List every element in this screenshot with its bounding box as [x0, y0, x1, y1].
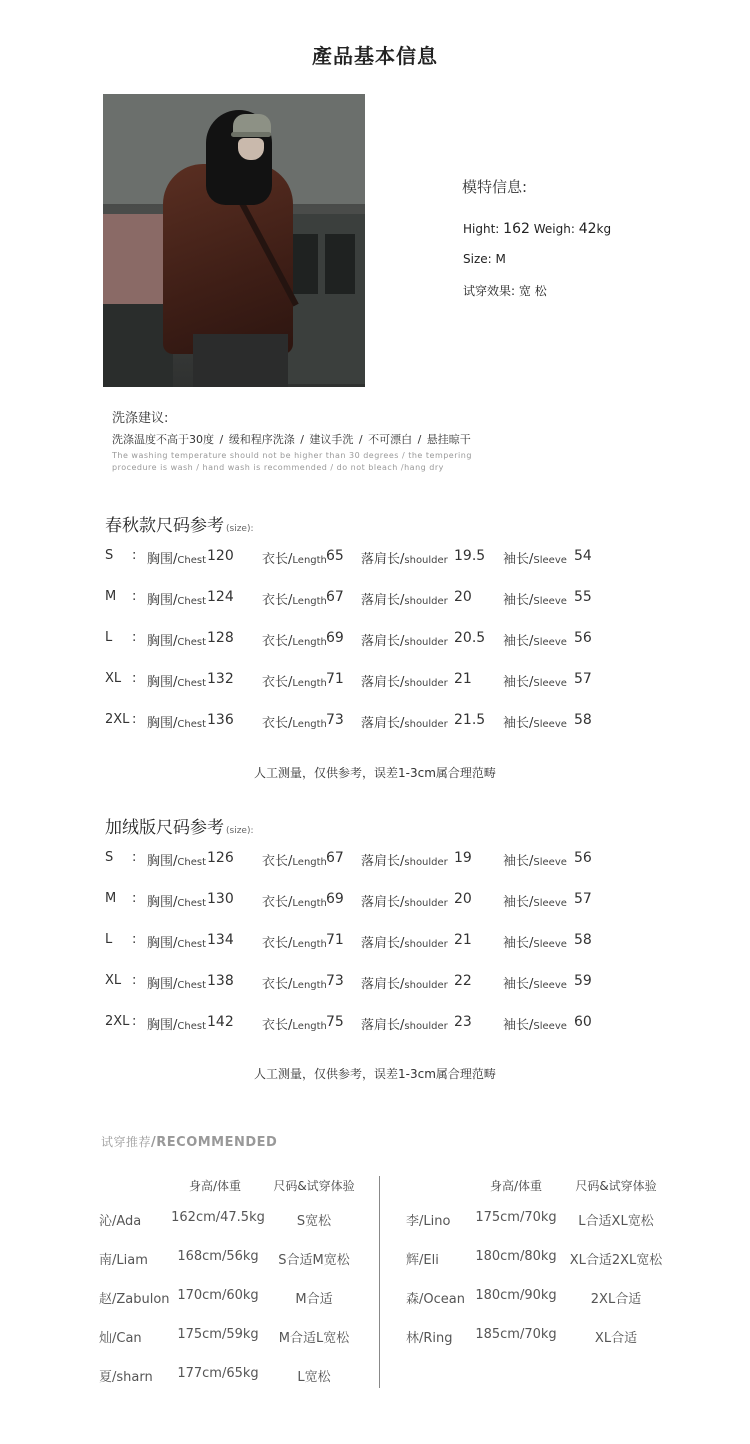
- rec-height-weight: 180cm/90kg: [475, 1288, 557, 1303]
- length-value: 73: [326, 973, 344, 989]
- sleeve-value: 60: [574, 1014, 592, 1030]
- rec-height-weight: 180cm/80kg: [475, 1249, 557, 1264]
- rec-name: 沁/Ada: [99, 1214, 142, 1229]
- shoulder-label-en: shoulder: [404, 980, 448, 991]
- recommended-title: [101, 1133, 277, 1150]
- chest-label-en: Chest: [177, 596, 206, 607]
- chest-label: [147, 630, 206, 649]
- sleeve-label-en: Sleeve: [533, 939, 567, 950]
- length-label: [262, 589, 327, 608]
- sleeve-label-cn: 袖长/: [503, 977, 534, 992]
- shoulder-value: 19.5: [454, 548, 486, 564]
- sleeve-label: [503, 548, 567, 567]
- chest-label-en: Chest: [177, 898, 206, 909]
- size-table-1-title-text: 春秋款尺码参考: [105, 516, 224, 536]
- chest-label-en: Chest: [177, 939, 206, 950]
- table1-row: [0, 589, 750, 613]
- sleeve-label: [503, 850, 567, 869]
- rec-name: 林/Ring: [406, 1331, 453, 1346]
- size-table-2-title-text: 加绒版尺码参考: [105, 818, 224, 838]
- shoulder-label-cn: 落肩长/: [361, 895, 405, 910]
- rec-name: 辉/Eli: [406, 1253, 439, 1268]
- length-label-cn: 衣长/: [262, 716, 293, 731]
- length-label: [262, 1014, 327, 1033]
- chest-label-cn: 胸围/: [147, 1018, 178, 1033]
- sleeve-label-en: Sleeve: [533, 857, 567, 868]
- size-label: Size:: [463, 252, 492, 266]
- hight-value: 162: [503, 221, 530, 237]
- chest-label-en: Chest: [177, 980, 206, 991]
- shoulder-label: [361, 589, 448, 608]
- size-name: M: [105, 589, 117, 604]
- shoulder-value: 20: [454, 891, 472, 907]
- shoulder-label-en: shoulder: [404, 555, 448, 566]
- chest-label-cn: 胸围/: [147, 895, 178, 910]
- sleeve-label-cn: 袖长/: [503, 634, 534, 649]
- chest-label-cn: 胸围/: [147, 936, 178, 951]
- chest-label-en: Chest: [177, 1021, 206, 1032]
- length-value: 67: [326, 850, 344, 866]
- table2-row: [0, 973, 750, 997]
- length-label-cn: 衣长/: [262, 854, 293, 869]
- length-label: [262, 973, 327, 992]
- shoulder-label-cn: 落肩长/: [361, 1018, 405, 1033]
- shoulder-value: 21: [454, 932, 472, 948]
- size-colon: :: [132, 548, 137, 563]
- rec-height-weight: 162cm/47.5kg: [171, 1210, 265, 1225]
- chest-value: 120: [207, 548, 234, 564]
- size-table-1-title: [105, 511, 254, 536]
- rec-left-head-fit: 尺码&试穿体验: [273, 1179, 355, 1193]
- length-label-en: Length: [292, 719, 327, 730]
- chest-label: [147, 712, 206, 731]
- sleeve-value: 57: [574, 891, 592, 907]
- size-name: 2XL: [105, 712, 130, 727]
- sleeve-value: 54: [574, 548, 592, 564]
- sleeve-label-en: Sleeve: [533, 678, 567, 689]
- chest-value: 134: [207, 932, 234, 948]
- length-label-cn: 衣长/: [262, 936, 293, 951]
- rec-height-weight: 177cm/65kg: [177, 1366, 259, 1381]
- shoulder-label: [361, 712, 448, 731]
- sleeve-value: 55: [574, 589, 592, 605]
- chest-value: 126: [207, 850, 234, 866]
- weight-value: 42: [578, 221, 597, 237]
- sleeve-label-cn: 袖长/: [503, 675, 534, 690]
- shoulder-label-cn: 落肩长/: [361, 552, 405, 567]
- shoulder-label-cn: 落肩长/: [361, 675, 405, 690]
- shoulder-label-cn: 落肩长/: [361, 593, 405, 608]
- rec-fit: M合适: [295, 1292, 333, 1307]
- sleeve-value: 59: [574, 973, 592, 989]
- sleeve-label: [503, 891, 567, 910]
- rec-height-weight: 168cm/56kg: [177, 1249, 259, 1264]
- length-label: [262, 630, 327, 649]
- length-label-en: Length: [292, 1021, 327, 1032]
- size-name: XL: [105, 671, 122, 686]
- chest-label-cn: 胸围/: [147, 854, 178, 869]
- sleeve-label-cn: 袖长/: [503, 593, 534, 608]
- length-label-cn: 衣长/: [262, 552, 293, 567]
- size-colon: :: [132, 630, 137, 645]
- sleeve-label-cn: 袖长/: [503, 552, 534, 567]
- weight-label: Weigh:: [533, 222, 575, 236]
- washing-title: 洗涤建议:: [112, 411, 169, 426]
- rec-fit: S合适M宽松: [278, 1253, 350, 1268]
- sleeve-label: [503, 712, 567, 731]
- rec-fit: M合适L宽松: [278, 1331, 350, 1346]
- sleeve-value: 56: [574, 850, 592, 866]
- washing-instructions-en-1: The washing temperature should not be higher than 30 degrees / the tempering: [112, 451, 472, 460]
- length-label: [262, 891, 327, 910]
- length-value: 73: [326, 712, 344, 728]
- sleeve-label-en: Sleeve: [533, 637, 567, 648]
- rec-fit: XL合适2XL宽松: [569, 1253, 663, 1268]
- washing-instructions-en-2: procedure is wash / hand wash is recommended / do not bleach /hang dry: [112, 463, 444, 472]
- chest-label-cn: 胸围/: [147, 716, 178, 731]
- rec-right-head-hw: 身高/体重: [489, 1179, 543, 1193]
- shoulder-label-cn: 落肩长/: [361, 634, 405, 649]
- size-colon: :: [132, 891, 137, 906]
- size-name: 2XL: [105, 1014, 130, 1029]
- sleeve-label: [503, 973, 567, 992]
- size-name: XL: [105, 973, 122, 988]
- shoulder-label-cn: 落肩长/: [361, 977, 405, 992]
- size-colon: :: [132, 1014, 137, 1029]
- size-colon: :: [132, 712, 137, 727]
- size-table-1-note: 人工测量，仅供参考，误差1-3cm属合理范畴: [254, 766, 496, 780]
- rec-fit: L宽松: [297, 1370, 331, 1385]
- shoulder-label: [361, 932, 448, 951]
- sleeve-label-cn: 袖长/: [503, 854, 534, 869]
- sleeve-label-en: Sleeve: [533, 719, 567, 730]
- sleeve-label: [503, 671, 567, 690]
- length-label: [262, 932, 327, 951]
- sleeve-label: [503, 630, 567, 649]
- chest-label: [147, 891, 206, 910]
- rec-left-head-hw: 身高/体重: [188, 1179, 242, 1193]
- sleeve-label-cn: 袖长/: [503, 1018, 534, 1033]
- length-label: [262, 850, 327, 869]
- recommended-title-cn: 试穿推荐: [101, 1135, 152, 1149]
- rec-right-head-fit: 尺码&试穿体验: [575, 1179, 657, 1193]
- chest-value: 138: [207, 973, 234, 989]
- shoulder-label: [361, 1014, 448, 1033]
- chest-value: 128: [207, 630, 234, 646]
- size-colon: :: [132, 589, 137, 604]
- size-colon: :: [132, 671, 137, 686]
- size-table-2-sub: (size):: [226, 826, 254, 836]
- sleeve-value: 56: [574, 630, 592, 646]
- chest-label: [147, 548, 206, 567]
- shoulder-value: 23: [454, 1014, 472, 1030]
- sleeve-label: [503, 589, 567, 608]
- shoulder-label-en: shoulder: [404, 678, 448, 689]
- chest-label: [147, 850, 206, 869]
- rec-name: 森/Ocean: [406, 1292, 465, 1307]
- table2-row: [0, 932, 750, 956]
- length-label-en: Length: [292, 980, 327, 991]
- sleeve-label-cn: 袖长/: [503, 716, 534, 731]
- rec-height-weight: 185cm/70kg: [475, 1327, 557, 1342]
- length-label-cn: 衣长/: [262, 1018, 293, 1033]
- chest-label-en: Chest: [177, 857, 206, 868]
- length-label-en: Length: [292, 678, 327, 689]
- chest-label: [147, 973, 206, 992]
- weight-unit: kg: [596, 222, 612, 236]
- length-label-en: Length: [292, 555, 327, 566]
- model-effect: [463, 282, 547, 299]
- size-name: S: [105, 548, 114, 563]
- model-info-title: 模特信息:: [462, 178, 528, 196]
- table2-row: [0, 891, 750, 915]
- effect-label: 试穿效果:: [463, 284, 516, 298]
- table1-row: [0, 630, 750, 654]
- model-size: [463, 252, 506, 266]
- size-table-2-title: [105, 813, 254, 838]
- sleeve-value: 58: [574, 932, 592, 948]
- shoulder-label-en: shoulder: [404, 939, 448, 950]
- rec-name: 夏/sharn: [99, 1370, 153, 1385]
- table1-row: [0, 712, 750, 736]
- chest-label: [147, 932, 206, 951]
- sleeve-label-en: Sleeve: [533, 596, 567, 607]
- size-name: S: [105, 850, 114, 865]
- length-label-en: Length: [292, 857, 327, 868]
- rec-name: 南/Liam: [99, 1253, 148, 1268]
- rec-name: 灿/Can: [99, 1331, 142, 1346]
- shoulder-label-en: shoulder: [404, 719, 448, 730]
- length-label-en: Length: [292, 939, 327, 950]
- shoulder-label-cn: 落肩长/: [361, 936, 405, 951]
- length-value: 67: [326, 589, 344, 605]
- sleeve-label-en: Sleeve: [533, 1021, 567, 1032]
- chest-value: 132: [207, 671, 234, 687]
- sleeve-label-cn: 袖长/: [503, 895, 534, 910]
- size-value: M: [495, 252, 506, 266]
- chest-label-en: Chest: [177, 719, 206, 730]
- rec-name: 李/Lino: [406, 1214, 451, 1229]
- length-value: 71: [326, 932, 344, 948]
- chest-label-en: Chest: [177, 678, 206, 689]
- length-value: 71: [326, 671, 344, 687]
- sleeve-label-en: Sleeve: [533, 555, 567, 566]
- shoulder-label: [361, 671, 448, 690]
- length-value: 69: [326, 630, 344, 646]
- size-colon: :: [132, 932, 137, 947]
- chest-label-cn: 胸围/: [147, 675, 178, 690]
- shoulder-value: 20.5: [454, 630, 486, 646]
- length-label-en: Length: [292, 637, 327, 648]
- chest-label-cn: 胸围/: [147, 634, 178, 649]
- shoulder-label: [361, 630, 448, 649]
- chest-value: 142: [207, 1014, 234, 1030]
- page-title: 產品基本信息: [312, 44, 438, 68]
- shoulder-value: 22: [454, 973, 472, 989]
- length-label-cn: 衣长/: [262, 895, 293, 910]
- rec-fit: S宽松: [296, 1214, 332, 1229]
- shoulder-label: [361, 891, 448, 910]
- sleeve-label: [503, 932, 567, 951]
- length-label-en: Length: [292, 898, 327, 909]
- shoulder-label-cn: 落肩长/: [361, 716, 405, 731]
- chest-value: 124: [207, 589, 234, 605]
- sleeve-label-cn: 袖长/: [503, 936, 534, 951]
- chest-label: [147, 671, 206, 690]
- chest-value: 130: [207, 891, 234, 907]
- shoulder-label-en: shoulder: [404, 596, 448, 607]
- recommended-divider: [379, 1176, 380, 1388]
- table1-row: [0, 548, 750, 572]
- chest-label: [147, 1014, 206, 1033]
- length-value: 75: [326, 1014, 344, 1030]
- length-label: [262, 548, 327, 567]
- table1-row: [0, 671, 750, 695]
- shoulder-value: 21.5: [454, 712, 486, 728]
- rec-fit: L合适XL宽松: [578, 1214, 654, 1229]
- size-name: M: [105, 891, 117, 906]
- sleeve-value: 57: [574, 671, 592, 687]
- length-label-en: Length: [292, 596, 327, 607]
- length-value: 65: [326, 548, 344, 564]
- shoulder-label-en: shoulder: [404, 857, 448, 868]
- rec-height-weight: 175cm/59kg: [177, 1327, 259, 1342]
- sleeve-label: [503, 1014, 567, 1033]
- shoulder-value: 21: [454, 671, 472, 687]
- rec-fit: 2XL合适: [590, 1292, 642, 1307]
- shoulder-label: [361, 850, 448, 869]
- chest-label-en: Chest: [177, 555, 206, 566]
- chest-label-cn: 胸围/: [147, 552, 178, 567]
- length-label-cn: 衣长/: [262, 675, 293, 690]
- size-name: L: [105, 630, 113, 645]
- size-colon: :: [132, 973, 137, 988]
- washing-instructions-cn: 洗涤温度不高于30度 / 缓和程序洗涤 / 建议手洗 / 不可漂白 / 悬挂晾干: [112, 433, 471, 446]
- shoulder-label: [361, 973, 448, 992]
- chest-label-cn: 胸围/: [147, 593, 178, 608]
- sleeve-label-en: Sleeve: [533, 898, 567, 909]
- recommended-title-en: /RECOMMENDED: [151, 1135, 278, 1150]
- length-label-cn: 衣长/: [262, 593, 293, 608]
- rec-name: 赵/Zabulon: [99, 1292, 170, 1307]
- shoulder-label: [361, 548, 448, 567]
- length-value: 69: [326, 891, 344, 907]
- shoulder-label-en: shoulder: [404, 637, 448, 648]
- shoulder-label-en: shoulder: [404, 898, 448, 909]
- model-hight-weight: [463, 221, 611, 237]
- table2-row: [0, 850, 750, 874]
- hight-label: Hight:: [463, 222, 500, 236]
- length-label-cn: 衣长/: [262, 634, 293, 649]
- rec-height-weight: 175cm/70kg: [475, 1210, 557, 1225]
- model-photo: [103, 94, 365, 387]
- rec-fit: XL合适: [594, 1331, 638, 1346]
- size-table-1-sub: (size):: [226, 524, 254, 534]
- shoulder-value: 19: [454, 850, 472, 866]
- table2-row: [0, 1014, 750, 1038]
- size-name: L: [105, 932, 113, 947]
- rec-height-weight: 170cm/60kg: [177, 1288, 259, 1303]
- length-label: [262, 671, 327, 690]
- sleeve-value: 58: [574, 712, 592, 728]
- shoulder-label-cn: 落肩长/: [361, 854, 405, 869]
- size-colon: :: [132, 850, 137, 865]
- shoulder-label-en: shoulder: [404, 1021, 448, 1032]
- chest-label-en: Chest: [177, 637, 206, 648]
- effect-value: 宽 松: [518, 284, 547, 298]
- chest-label: [147, 589, 206, 608]
- chest-label-cn: 胸围/: [147, 977, 178, 992]
- size-table-2-note: 人工测量，仅供参考，误差1-3cm属合理范畴: [254, 1067, 496, 1081]
- length-label-cn: 衣长/: [262, 977, 293, 992]
- chest-value: 136: [207, 712, 234, 728]
- shoulder-value: 20: [454, 589, 472, 605]
- sleeve-label-en: Sleeve: [533, 980, 567, 991]
- length-label: [262, 712, 327, 731]
